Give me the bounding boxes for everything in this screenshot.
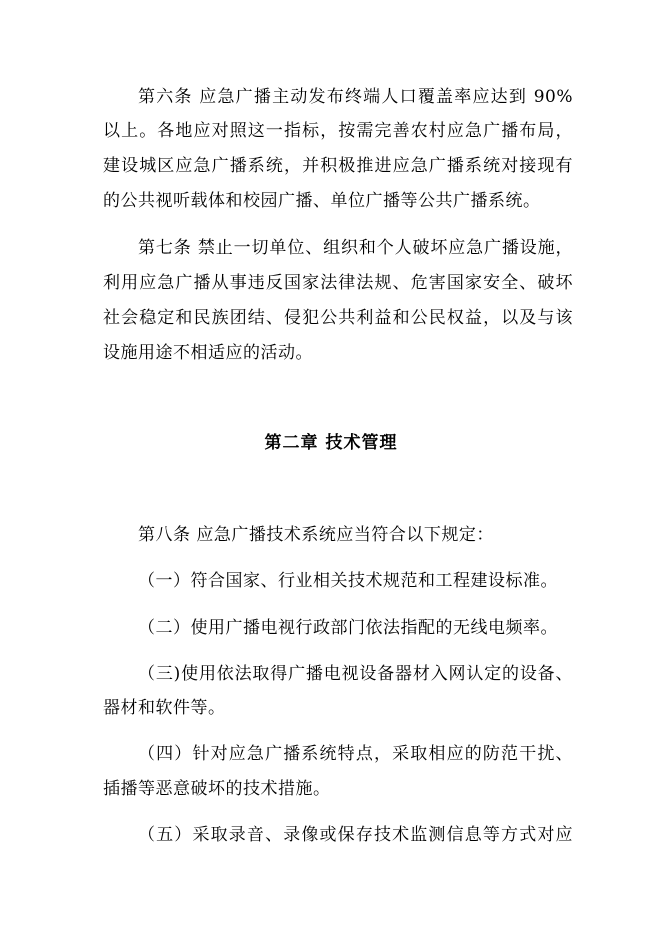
article-8-item-3-line-1: （三)使用依法取得广播电视设备器材入网认定的设备、: [138, 664, 573, 684]
article-6-line-1: 第六条 应急广播主动发布终端人口覆盖率应达到 90%: [138, 87, 573, 107]
article-8-intro: 第八条 应急广播技术系统应当符合以下规定：: [138, 525, 494, 545]
article-8-item-4-line-2: 插播等恶意破坏的技术措施。: [103, 779, 331, 799]
article-6-line-3: 建设城区应急广播系统，并积极推进应急广播系统对接现有: [103, 156, 573, 176]
article-6-line-4: 的公共视听载体和校园广播、单位广播等公共广播系统。: [103, 191, 541, 211]
article-6-line-2: 以上。各地应对照这一指标，按需完善农村应急广播布局，: [103, 121, 573, 141]
article-8-item-1: （一）符合国家、行业相关技术规范和工程建设标准。: [138, 571, 558, 591]
article-7-line-4: 设施用途不相适应的活动。: [103, 343, 313, 363]
article-8-item-4-line-1: （四）针对应急广播系统特点，采取相应的防范干扰、: [138, 744, 573, 764]
article-8-item-3-line-2: 器材和软件等。: [103, 698, 226, 718]
article-8-item-2: （二）使用广播电视行政部门依法指配的无线电频率。: [138, 618, 558, 638]
chapter-title: 第二章 技术管理: [264, 433, 398, 453]
article-7-line-2: 利用应急广播从事违反国家法律法规、危害国家安全、破坏: [103, 273, 573, 293]
article-8-item-5-line-1: （五）采取录音、录像或保存技术监测信息等方式对应: [138, 825, 573, 845]
article-7-line-1: 第七条 禁止一切单位、组织和个人破坏应急广播设施，: [138, 238, 573, 258]
article-7-line-3: 社会稳定和民族团结、侵犯公共利益和公民权益，以及与该: [103, 308, 573, 328]
